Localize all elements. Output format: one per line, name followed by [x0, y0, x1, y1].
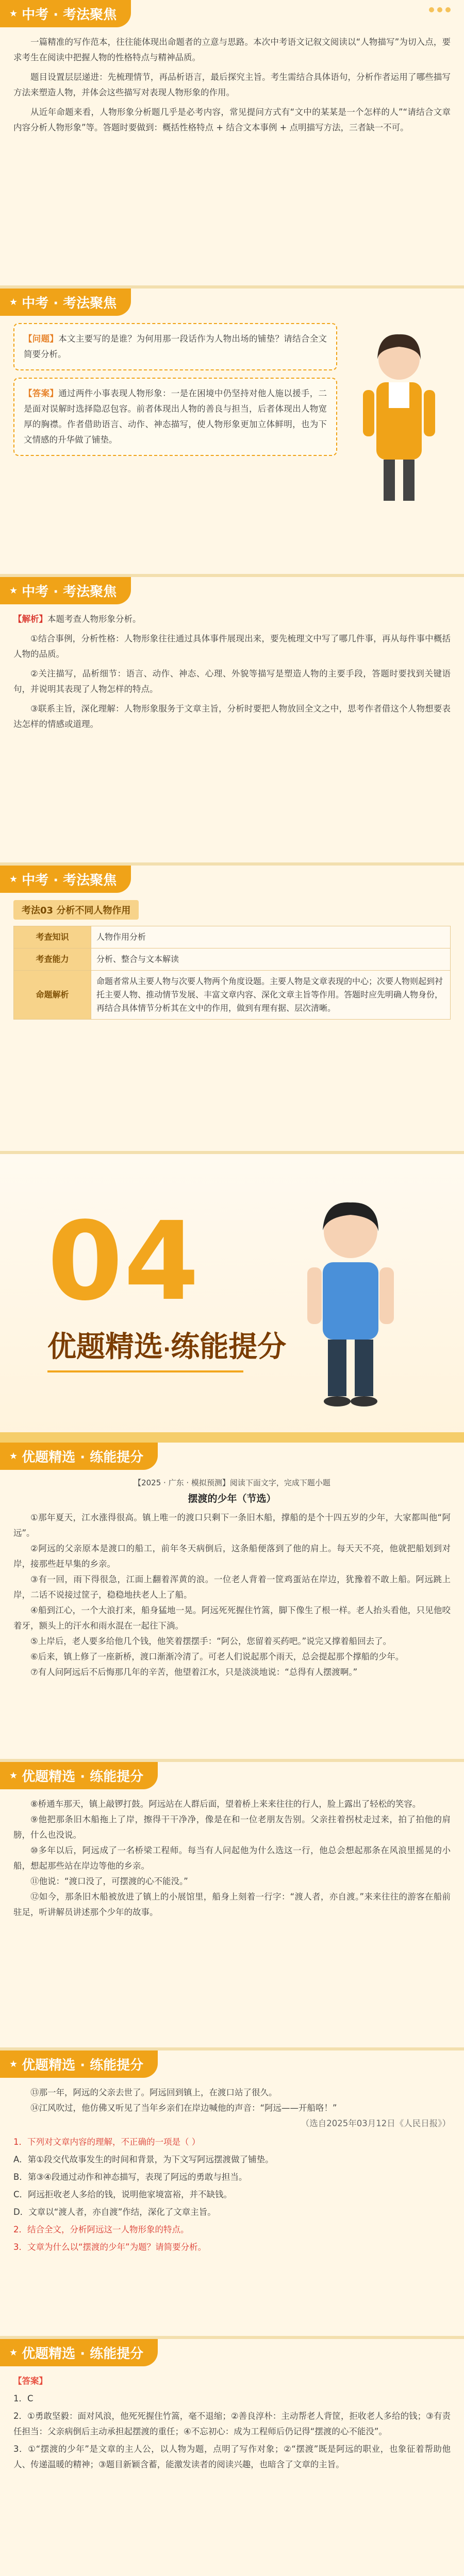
header-label: 中考 · 考法聚焦 [22, 873, 117, 888]
analysis-lead: 本题考查人物形象分析。 [47, 614, 141, 624]
section-header [0, 1443, 158, 1470]
question-item: 3．文章为什么以“摆渡的少年”为题？请简要分析。 [13, 2242, 207, 2252]
star-icon: ★ [9, 585, 18, 596]
paragraph: ⑦有人问阿远后不后悔那几年的辛苦，他望着江水，只是淡淡地说：“总得有人摆渡啊。” [30, 1667, 358, 1677]
star-icon: ★ [9, 874, 18, 885]
section-banner [0, 1154, 464, 1443]
slide-focus-1 [0, 0, 464, 289]
answer-text: 通过两件小事表现人物形象：一是在困境中仍坚持对他人施以援手，二是面对误解时选择隐忍包容。前者体现出人物的善良与担当，后者体现出人物宽厚的胸襟。作者借助语言、动作、神态描写，使人物形象更加立体鲜明，也为下文情感的升华做了铺垫。 [24, 388, 327, 445]
source-note: （选自2025年03月12日《人民日报》） [301, 2119, 451, 2128]
divider [47, 1370, 243, 1372]
section-header [0, 0, 131, 27]
question-label: 【问题】 [24, 334, 59, 344]
answer-label: 【答案】 [24, 388, 59, 398]
question-list [13, 2134, 451, 2255]
paragraph: ④船到江心，一个大浪打来，船身猛地一晃。阿远死死握住竹篙，脚下像生了根一样。老人抬头看他，只见他咬着牙，额头上的汗水和雨水混在一起往下淌。 [13, 1605, 451, 1631]
question-item: 2．结合全文，分析阿远这一人物形象的特点。 [13, 2225, 189, 2234]
paragraph: ②关注描写，品析细节：语言、动作、神态、心理、外貌等描写是塑造人物的主要手段，答题时要找到关键语句，并说明其表现了人物怎样的特点。 [13, 669, 451, 694]
answer-label: 【答案】 [13, 2376, 47, 2386]
student-icon [289, 1190, 412, 1417]
question-box [13, 323, 337, 370]
option-item: A．第①段交代故事发生的时间和背景，为下文写阿远摆渡做了铺垫。 [13, 2155, 274, 2164]
question-item: 1．下列对文章内容的理解，不正确的一项是（ ） [13, 2137, 201, 2147]
method-table [13, 926, 451, 1020]
option-item: B．第③④段通过动作和神态描写，表现了阿远的勇敢与担当。 [13, 2172, 247, 2182]
header-label: 优题精选 · 练能提分 [22, 1769, 144, 1785]
answer-item: 1．C [13, 2394, 34, 2403]
paragraph: ⑭江风吹过，他仿佛又听见了当年乡亲们在岸边喊他的声音：“阿远——开船咯！” [30, 2103, 337, 2113]
star-icon: ★ [9, 8, 18, 19]
header-label: 中考 · 考法聚焦 [22, 584, 117, 600]
table-row: 命题解析 命题者常从主要人物与次要人物两个角度设题。主要人物是文章表现的中心；次要人物则起到衬托主要人物、推动情节发展、丰富文章内容、深化文章主旨等作用。答题时应先明确人物身份，再结合具体情节分析其在文中的作用，做到有理有据、层次清晰。 [14, 971, 451, 1020]
section-header [0, 2050, 158, 2078]
section-header [0, 577, 131, 604]
decor-dots [429, 7, 451, 12]
decor-bar [0, 1432, 464, 1443]
option-item: D．文章以“渡人者，亦自渡”作结，深化了文章主旨。 [13, 2207, 216, 2217]
star-icon: ★ [9, 1451, 18, 1462]
teacher-icon [347, 323, 451, 509]
paragraph: ⑪他说：“渡口没了，可摆渡的心不能没。” [30, 1876, 188, 1886]
answer-item: 3．①“摆渡的少年”是文章的主人公，以人物为题，点明了写作对象；②“摆渡”既是阿远的职业，也象征着帮助他人、传递温暖的精神；③题目新颖含蓄，能激发读者的阅读兴趣，也暗含了文章的主旨。 [13, 2444, 451, 2469]
paragraph: ③有一回，雨下得很急，江面上翻着浑黄的浪。一位老人背着一筐鸡蛋站在岸边，犹豫着不敢上船。阿远跳上岸，二话不说接过筐子，稳稳地扶老人上了船。 [13, 1574, 451, 1600]
paragraph: 一篇精准的写作范本，往往能体现出命题者的立意与思路。本次中考语文记叙文阅读以“人物描写”为切入点，要求考生在阅读中把握人物的性格特点与精神品质。 [13, 37, 451, 62]
header-label: 优题精选 · 练能提分 [22, 2346, 144, 2362]
slide-practice-3 [0, 2050, 464, 2339]
paragraph: ⑫如今，那条旧木船被放进了镇上的小展馆里，船身上刻着一行字：“渡人者，亦自渡。”来来往往的游客在船前驻足，听讲解员讲述那个少年的故事。 [13, 1892, 451, 1917]
paragraph: ⑥后来，镇上修了一座新桥，渡口渐渐冷清了。可老人们说起那个雨天，总会提起那个撑船的少年。 [30, 1652, 404, 1662]
section-header [0, 2339, 158, 2366]
paragraph: ①那年夏天，江水涨得很高。镇上唯一的渡口只剩下一条旧木船，撑船的是个十四五岁的少年，大家都叫他“阿远”。 [13, 1513, 451, 1538]
star-icon: ★ [9, 1770, 18, 1781]
slide-practice-4 [0, 2339, 464, 2576]
slide-focus-4 [0, 866, 464, 1154]
section-title: 优题精选·练能提分 [47, 1330, 287, 1364]
method-subheader: 考法03 分析不同人物作用 [13, 900, 139, 920]
paragraph: 题目设置层层递进：先梳理情节，再品析语言，最后探究主旨。考生需结合具体语句，分析作者运用了哪些描写方法来塑造人物，并体会这些描写对表现人物形象的作用。 [13, 72, 451, 97]
paragraph: ③联系主旨，深化理解：人物形象服务于文章主旨，分析时要把人物放回全文之中，思考作者借这个人物想要表达怎样的情感或道理。 [13, 704, 451, 729]
paragraph: ⑩多年以后，阿远成了一名桥梁工程师。每当有人问起他为什么选这一行，他总会想起那条在风浪里摇晃的小船，想起那些站在岸边等他的乡亲。 [13, 1845, 451, 1871]
slide-focus-3 [0, 577, 464, 866]
table-row: 考查能力 分析、整合与文本解读 [14, 948, 451, 971]
answer-box [13, 378, 337, 456]
header-label: 中考 · 考法聚焦 [22, 296, 117, 311]
section-header [0, 866, 131, 893]
header-label: 优题精选 · 练能提分 [22, 1450, 144, 1465]
article-title: 摆渡的少年（节选） [188, 1493, 276, 1504]
header-label: 优题精选 · 练能提分 [22, 2058, 144, 2073]
star-icon: ★ [9, 2059, 18, 2070]
analysis-label: 【解析】 [13, 614, 47, 624]
answer-item: 2．①勇敢坚毅：面对风浪，他死死握住竹篙，毫不退缩；②善良淳朴：主动帮老人背筐，拒收老人多给的钱；③有责任担当：父亲病倒后主动承担起摆渡的重任；④不忘初心：成为工程师后仍记得“摆渡的心不能没”。 [13, 2411, 451, 2436]
paragraph: ⑧桥通车那天，镇上敲锣打鼓。阿远站在人群后面，望着桥上来来往往的行人，脸上露出了轻松的笑容。 [30, 1799, 421, 1809]
paragraph: ⑬那一年，阿远的父亲去世了。阿远回到镇上，在渡口站了很久。 [30, 2088, 277, 2097]
teacher-figure [347, 323, 451, 511]
paragraph: ⑨他把那条旧木船拖上了岸，擦得干干净净，像是在和一位老朋友告别。父亲拄着拐杖走过来，拍了拍他的肩膀，什么也没说。 [13, 1815, 451, 1840]
star-icon: ★ [9, 2347, 18, 2358]
section-number: 04 [47, 1198, 201, 1325]
paragraph: ①结合事例，分析性格：人物形象往往通过具体事件展现出来，要先梳理文中写了哪几件事，再从每件事中概括人物的品质。 [13, 634, 451, 659]
slide-practice-2 [0, 1762, 464, 2050]
paragraph: 从近年命题来看，人物形象分析题几乎是必考内容，常见提问方式有“文中的某某是一个怎样的人”“请结合文章内容分析人物形象”等。答题时要做到：概括性格特点 + 结合文本事例 + 点明描写方法，三者缺一不可。 [13, 107, 451, 132]
paragraph: ⑤上岸后，老人要多给他几个钱，他笑着摆摆手：“阿公，您留着买药吧。”说完又撑着船回去了。 [30, 1636, 392, 1646]
star-icon: ★ [9, 297, 18, 308]
slide-focus-2 [0, 289, 464, 577]
table-row: 考查知识 人物作用分析 [14, 926, 451, 948]
section-header [0, 289, 131, 316]
question-source: 【2025 · 广东 · 模拟预测】阅读下面文字，完成下题小题 [134, 1478, 330, 1487]
header-label: 中考 · 考法聚焦 [22, 7, 117, 23]
section-header [0, 1762, 158, 1789]
question-text: 本文主要写的是谁？为何用那一段话作为人物出场的铺垫？请结合全文简要分析。 [24, 334, 327, 359]
paragraph: ②阿远的父亲原本是渡口的船工，前年冬天病倒后，这条船便落到了他的肩上。每天天不亮，他就把船划到对岸，接那些赶早集的乡亲。 [13, 1544, 451, 1569]
slide-practice-1 [0, 1443, 464, 1762]
option-item: C．阿远拒收老人多给的钱，说明他家境富裕，并不缺钱。 [13, 2190, 233, 2199]
